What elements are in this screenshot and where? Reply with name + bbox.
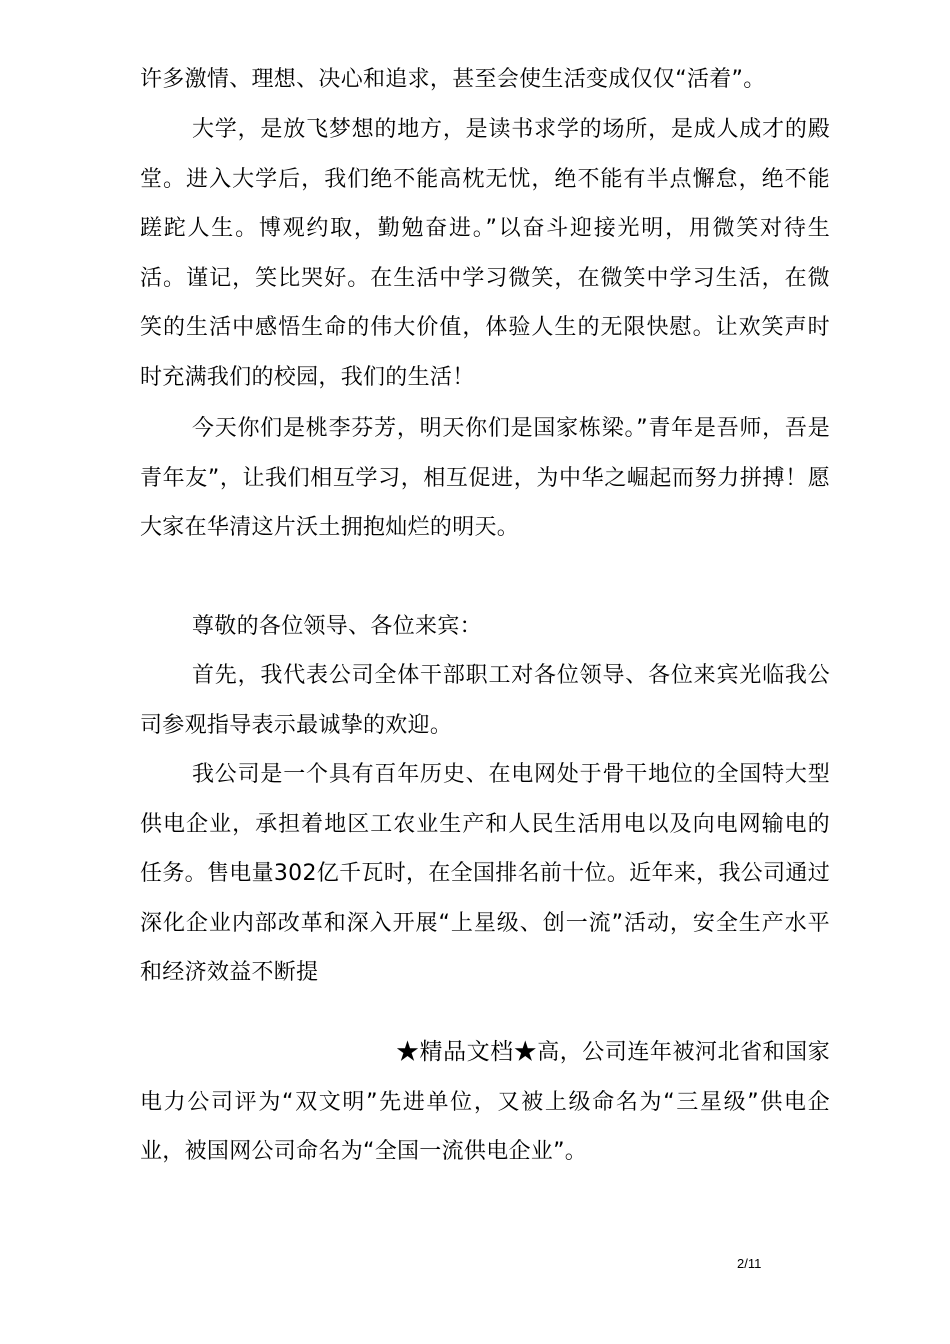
- paragraph-company-intro: 我公司是一个具有百年历史、在电网处于骨干地位的全国特大型供电企业，承担着地区工农业生产和人民生活用电以及向电网输电的任务。售电量302亿千瓦时，在全国排名前十位。近年来，我公司通过深化企业内部改革和深入开展“上星级、创一流”活动，安全生产水平和经济效益不断提: [140, 762, 830, 985]
- paragraph-welcome: 首先，我代表公司全体干部职工对各位领导、各位来宾光临我公司参观指导表示最诚挚的欢迎。: [140, 663, 830, 738]
- salutation: 尊敬的各位领导、各位来宾：: [192, 614, 482, 639]
- paragraph-university: 大学，是放飞梦想的地方，是读书求学的场所，是成人成才的殿堂。进入大学后，我们绝不能高枕无忧，绝不能有半点懈怠，绝不能蹉跎人生。博观约取，勤勉奋进。”以奋斗迎接光明，用微笑对待生活。谨记，笑比哭好。在生活中学习微笑，在微笑中学习生活，在微笑的生活中感悟生命的伟大价值，体验人生的无限快慰。让欢笑声时时充满我们的校园，我们的生活！: [140, 117, 830, 390]
- watermark-label: ★精品文档★: [396, 1039, 538, 1065]
- paragraph-honors: [140, 1028, 830, 1177]
- paragraph-continuation: 许多激情、理想、决心和追求，甚至会使生活变成仅仅“活着”。: [140, 67, 766, 92]
- page-number: 2/11: [737, 1256, 762, 1271]
- paragraph-youth: 今天你们是桃李芬芳，明天你们是国家栋梁。”青年是吾师，吾是青年友”，让我们相互学习，相互促进，为中华之崛起而努力拼搏！愿大家在华清这片沃土拥抱灿烂的明天。: [140, 416, 830, 540]
- paragraph-honors-text: 高，公司连年被河北省和国家电力公司评为“双文明”先进单位，又被上级命名为“三星级”供电企业，被国网公司命名为“全国一流供电企业”。: [140, 1040, 830, 1164]
